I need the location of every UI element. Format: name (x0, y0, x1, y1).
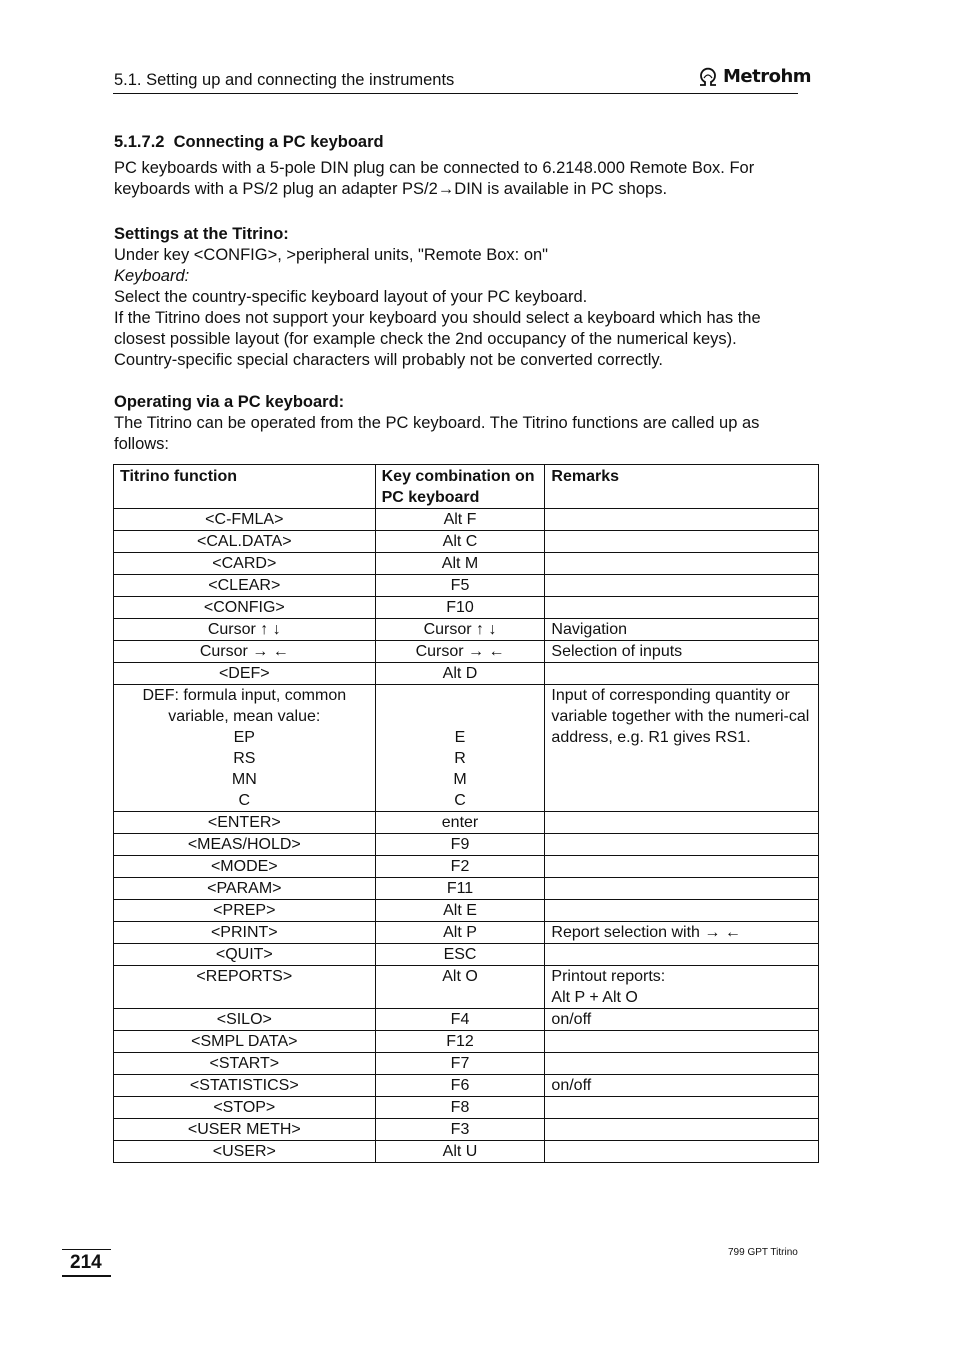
function-cell: Cursor ↑ ↓ (114, 619, 376, 641)
key-cell: ESC (375, 944, 545, 966)
settings-line2: Select the country-specific keyboard layout of your PC keyboard. (114, 288, 588, 306)
remarks-cell (545, 1031, 819, 1053)
footer-top-rule (62, 1249, 111, 1250)
table-row (114, 619, 819, 641)
remarks-cell (545, 597, 819, 619)
function-cell: <PRINT> (114, 922, 376, 944)
header-key: Key combination on PC keyboard (375, 465, 545, 509)
key-cell: F12 (375, 1031, 545, 1053)
remarks-cell (545, 834, 819, 856)
function-cell: <SILO> (114, 1009, 376, 1031)
section-title: 5.1.7.2 Connecting a PC keyboard (114, 133, 384, 151)
remarks-cell (545, 812, 819, 834)
table-row (114, 1141, 819, 1163)
function-cell: <MODE> (114, 856, 376, 878)
remarks-cell: on/off (545, 1075, 819, 1097)
key-cell: Alt O (375, 966, 545, 1009)
key-cell: F4 (375, 1009, 545, 1031)
settings-line3: If the Titrino does not support your keyboard you should select a keyboard which has the closest possible layout (for example check the 2nd occupancy of the numerical keys). Country-specific special characters will probably not be converted correctly. (114, 309, 761, 369)
function-cell: <USER> (114, 1141, 376, 1163)
function-cell: <SMPL DATA> (114, 1031, 376, 1053)
table-row (114, 856, 819, 878)
operating-heading: Operating via a PC keyboard: (114, 393, 345, 411)
key-cell: F11 (375, 878, 545, 900)
function-cell: <CAL.DATA> (114, 531, 376, 553)
key-cell: F6 (375, 1075, 545, 1097)
settings-line1: Under key <CONFIG>, >peripheral units, "Remote Box: on" (114, 246, 549, 264)
remarks-cell (545, 878, 819, 900)
operating-text: The Titrino can be operated from the PC keyboard. The Titrino functions are called up as follows: (114, 414, 760, 453)
table-row (114, 641, 819, 663)
remarks-cell (545, 575, 819, 597)
remarks-cell: Selection of inputs (545, 641, 819, 663)
table-row (114, 878, 819, 900)
table-row (114, 1097, 819, 1119)
table-row (114, 966, 819, 1009)
header-rule (113, 93, 798, 94)
remarks-cell (545, 856, 819, 878)
table-row (114, 922, 819, 944)
key-cell: Alt F (375, 509, 545, 531)
settings-block (114, 224, 804, 371)
function-cell: <ENTER> (114, 812, 376, 834)
table-row (114, 597, 819, 619)
key-cell: F5 (375, 575, 545, 597)
table-row (114, 531, 819, 553)
table-row (114, 575, 819, 597)
key-cell: enter (375, 812, 545, 834)
intro-block (114, 158, 804, 200)
function-cell: <CARD> (114, 553, 376, 575)
table-row (114, 1075, 819, 1097)
remarks-cell (545, 509, 819, 531)
remarks-cell (545, 944, 819, 966)
key-cell: Alt U (375, 1141, 545, 1163)
key-cell: Cursor → ← (375, 641, 545, 663)
key-cell: Alt D (375, 663, 545, 685)
table-row (114, 1119, 819, 1141)
key-cell: F2 (375, 856, 545, 878)
logo-text: Metrohm (723, 66, 812, 87)
function-cell: <CLEAR> (114, 575, 376, 597)
key-cell: F9 (375, 834, 545, 856)
remarks-cell (545, 531, 819, 553)
key-cell: F3 (375, 1119, 545, 1141)
remarks-cell (545, 900, 819, 922)
function-cell: <DEF> (114, 663, 376, 685)
key-cell: Cursor ↑ ↓ (375, 619, 545, 641)
remarks-cell (545, 663, 819, 685)
table-row (114, 1053, 819, 1075)
remarks-cell: Navigation (545, 619, 819, 641)
function-cell: <C-FMLA> (114, 509, 376, 531)
table-row (114, 1031, 819, 1053)
header-function: Titrino function (114, 465, 376, 509)
function-cell: <STOP> (114, 1097, 376, 1119)
key-cell: F10 (375, 597, 545, 619)
function-cell: <QUIT> (114, 944, 376, 966)
footer-rule (62, 1275, 111, 1277)
remarks-cell: Printout reports: Alt P + Alt O (545, 966, 819, 1009)
key-cell: E R M C (375, 685, 545, 812)
function-cell: <START> (114, 1053, 376, 1075)
table-row (114, 944, 819, 966)
key-cell: F8 (375, 1097, 545, 1119)
table-row (114, 663, 819, 685)
function-cell: <USER METH> (114, 1119, 376, 1141)
remarks-cell (545, 1053, 819, 1075)
key-cell: Alt C (375, 531, 545, 553)
key-cell: Alt P (375, 922, 545, 944)
page-number: 214 (70, 1252, 102, 1273)
function-cell: <PARAM> (114, 878, 376, 900)
omega-icon (697, 67, 719, 87)
table-row (114, 509, 819, 531)
header-remarks: Remarks (545, 465, 819, 509)
key-table (113, 464, 819, 1163)
key-cell: F7 (375, 1053, 545, 1075)
remarks-cell: Report selection with → ← (545, 922, 819, 944)
function-cell: <CONFIG> (114, 597, 376, 619)
function-cell: <STATISTICS> (114, 1075, 376, 1097)
settings-heading: Settings at the Titrino: (114, 225, 289, 243)
remarks-cell (545, 553, 819, 575)
function-cell: <PREP> (114, 900, 376, 922)
operating-block (114, 392, 804, 455)
key-cell: Alt M (375, 553, 545, 575)
product-name: 799 GPT Titrino (728, 1247, 798, 1258)
table-row (114, 812, 819, 834)
table-row (114, 1009, 819, 1031)
function-cell: <MEAS/HOLD> (114, 834, 376, 856)
table-row (114, 685, 819, 812)
function-cell: Cursor → ← (114, 641, 376, 663)
remarks-cell (545, 1119, 819, 1141)
table-row (114, 834, 819, 856)
table-row (114, 900, 819, 922)
remarks-cell (545, 1097, 819, 1119)
remarks-cell (545, 1141, 819, 1163)
keyboard-label: Keyboard: (114, 267, 190, 285)
function-cell: DEF: formula input, common variable, mean value: EP RS MN C (114, 685, 376, 812)
metrohm-logo (697, 66, 811, 87)
remarks-cell: on/off (545, 1009, 819, 1031)
remarks-cell: Input of corresponding quantity or variable together with the numeri-cal address, e.g. R1 gives RS1. (545, 685, 819, 812)
intro-text: PC keyboards with a 5-pole DIN plug can be connected to 6.2148.000 Remote Box. For keyboards with a PS/2 plug an adapter PS/2→DIN is available in PC shops. (114, 159, 755, 198)
key-cell: Alt E (375, 900, 545, 922)
running-header: 5.1. Setting up and connecting the instruments (114, 71, 455, 89)
function-cell: <REPORTS> (114, 966, 376, 1009)
table-header-row (114, 465, 819, 509)
table-row (114, 553, 819, 575)
